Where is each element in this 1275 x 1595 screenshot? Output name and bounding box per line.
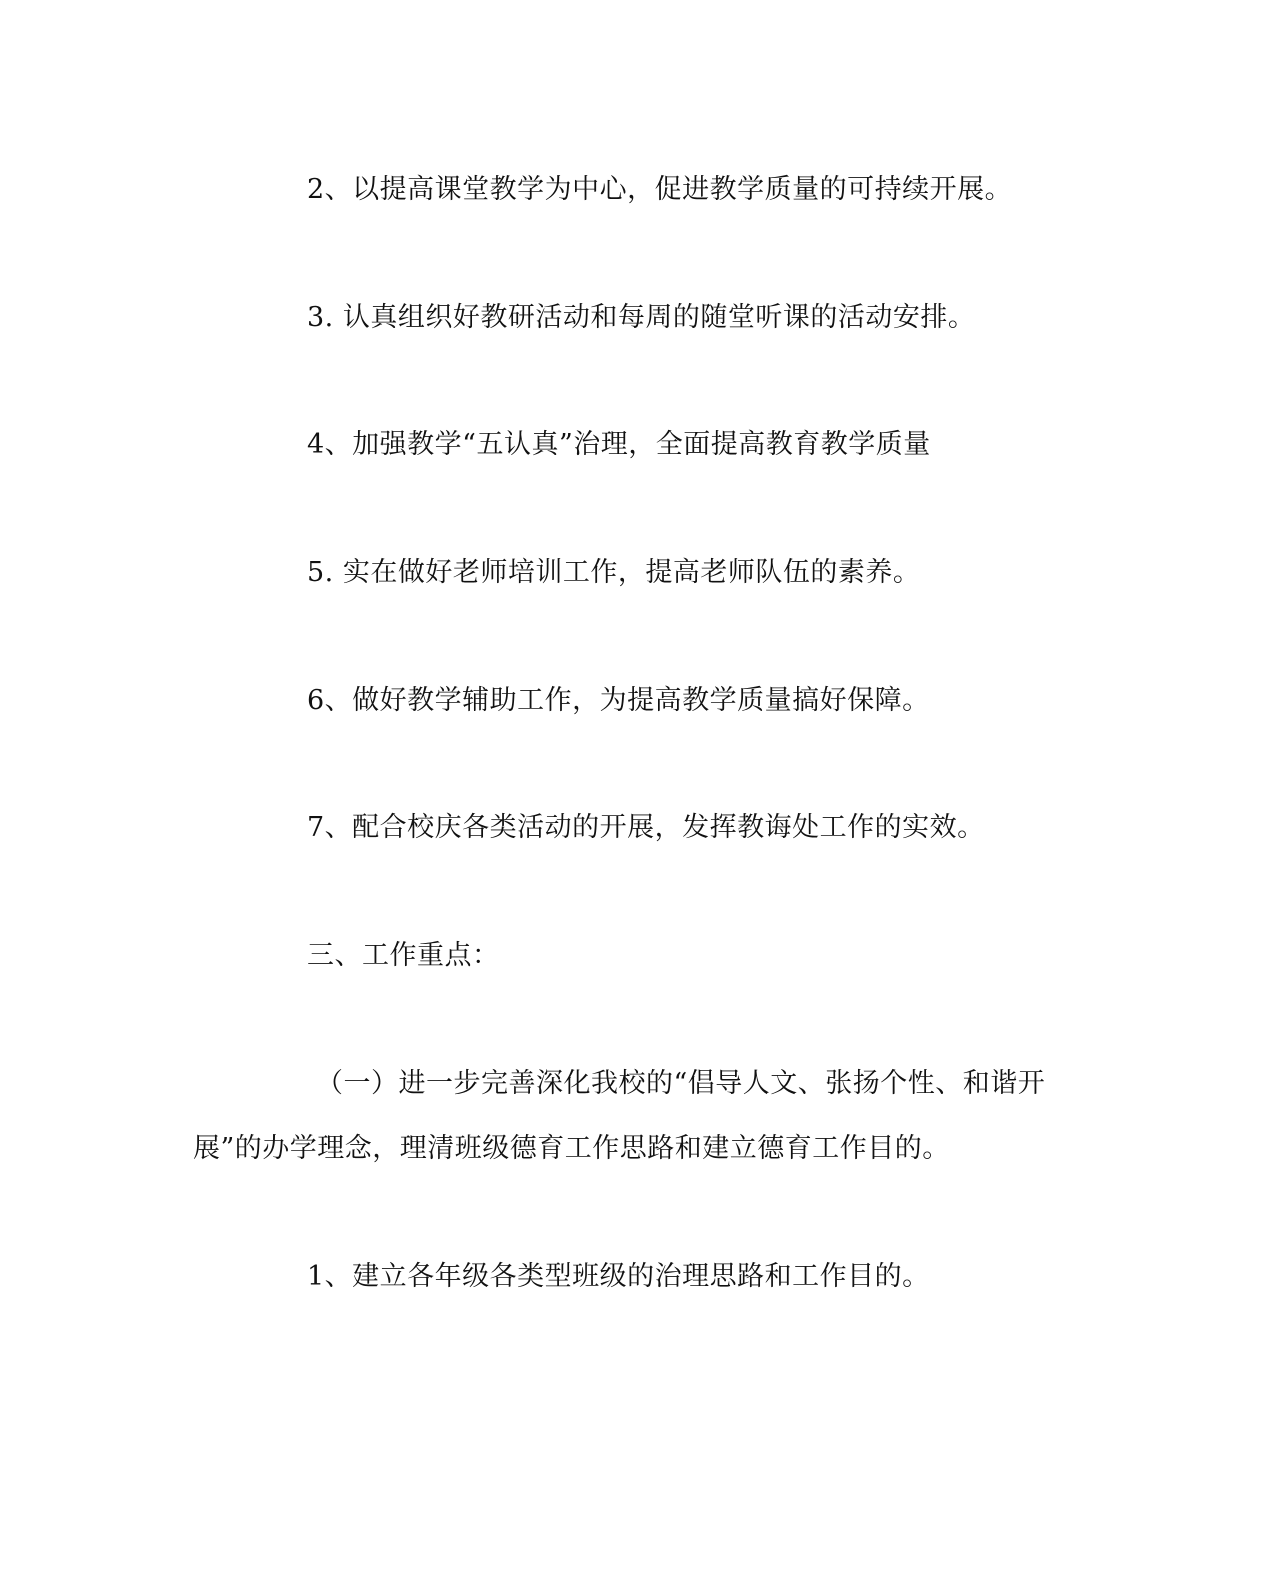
list-item-7: 7、配合校庆各类活动的开展，发挥教诲处工作的实效。 (307, 812, 985, 843)
list-item-5: 5. 实在做好老师培训工作，提高老师队伍的素养。 (307, 557, 921, 588)
list-item-1: 1、建立各年级各类型班级的治理思路和工作目的。 (307, 1261, 930, 1292)
list-item-4: 4、加强教学“五认真”治理，全面提高教育教学质量 (307, 429, 931, 460)
paragraph-line-2: 展”的办学理念，理清班级德育工作思路和建立德育工作目的。 (193, 1133, 950, 1164)
list-item-6: 6、做好教学辅助工作，为提高教学质量搞好保障。 (307, 685, 930, 716)
section-heading: 三、工作重点： (307, 940, 500, 971)
list-item-2: 2、以提高课堂教学为中心，促进教学质量的可持续开展。 (307, 174, 1013, 205)
paragraph-line-1: （一）进一步完善深化我校的“倡导人文、张扬个性、和谐开 (316, 1068, 1046, 1099)
list-item-3: 3. 认真组织好教研活动和每周的随堂听课的活动安排。 (307, 302, 976, 333)
